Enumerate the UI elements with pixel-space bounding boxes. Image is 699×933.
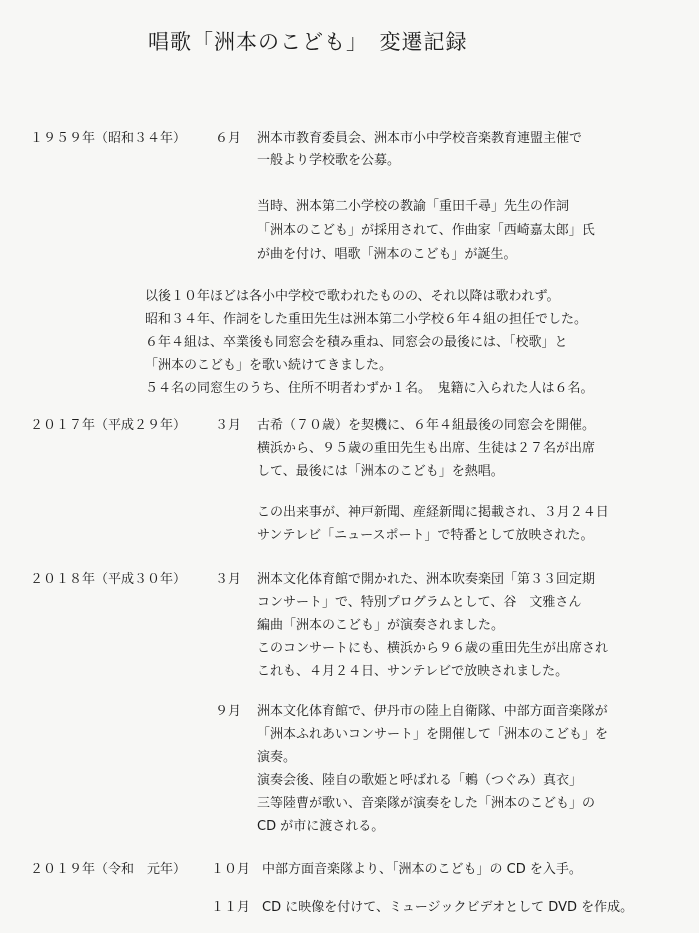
- entry-text-2017: 古希（７０歳）を契機に、６年４組最後の同窓会を開催。: [257, 418, 596, 433]
- entry-month-2018-sep: ９月: [214, 704, 241, 719]
- entry-month-2019-nov: １１月: [210, 900, 250, 915]
- entry-text-2017: して、最後には「洲本のこども」を熱唱。: [257, 464, 504, 479]
- entry-date-1959: １９５９年（昭和３４年）: [30, 131, 187, 146]
- entry-text-2018: 編曲「洲本のこども」が演奏されました。: [257, 618, 505, 633]
- summary-text: ５４名の同窓生のうち、住所不明者わずか１名。 鬼籍に入られた人は６名。: [145, 381, 594, 396]
- entry-text-2018-sep: 「洲本ふれあいコンサート」を開催して「洲本のこども」を: [257, 727, 609, 742]
- entry-date-2019: ２０１９年（令和 元年）: [30, 862, 187, 877]
- entry-text-2017: サンテレビ「ニュースポート」で特番として放映された。: [257, 528, 594, 543]
- entry-month-1959: ６月: [214, 131, 241, 146]
- entry-text-1959: 「洲本のこども」が採用されて、作曲家「西崎嘉太郎」氏: [257, 223, 595, 238]
- summary-text: 以後１０年ほどは各小中学校で歌われたものの、それ以降は歌われず。: [145, 289, 560, 304]
- summary-text: ６年４組は、卒業後も同窓会を積み重ね、同窓会の最後には、「校歌」と: [145, 335, 568, 350]
- entry-text-1959: 洲本市教育委員会、洲本市小中学校音楽教育連盟主催で: [257, 131, 583, 146]
- entry-date-2018: ２０１８年（平成３０年）: [30, 572, 187, 587]
- entry-text-2018-sep: CD が市に渡される。: [257, 819, 385, 834]
- entry-text-2018-sep: 演奏会後、陸自の歌姫と呼ばれる「鶫（つぐみ）真衣」: [257, 773, 583, 788]
- entry-text-1959: 当時、洲本第二小学校の教諭「重田千尋」先生の作詞: [257, 199, 570, 214]
- entry-text-1959: 一般より学校歌を公募。: [257, 153, 401, 168]
- entry-text-2018: 洲本文化体育館で開かれた、洲本吹奏楽団「第３３回定期: [257, 572, 596, 587]
- summary-text: 昭和３４年、作詞をした重田先生は洲本第二小学校６年４組の担任でした。: [145, 312, 588, 327]
- entry-text-2018: このコンサートにも、横浜から９６歳の重田先生が出席され: [257, 641, 609, 656]
- entry-month-2018: ３月: [214, 572, 241, 587]
- entry-month-2017: ３月: [214, 418, 241, 433]
- entry-text-2018-sep: 洲本文化体育館で、伊丹市の陸上自衛隊、中部方面音楽隊が: [257, 704, 608, 719]
- summary-text: 「洲本のこども」を歌い続けてきました。: [145, 358, 393, 373]
- entry-text-2019-nov: CD に映像を付けて、ミュージックビデオとして DVD を作成。: [262, 900, 634, 915]
- entry-text-2017: この出来事が、神戸新聞、産経新聞に掲載され、３月２４日: [257, 505, 609, 520]
- entry-text-2019: 中部方面音楽隊より、「洲本のこども」の CD を入手。: [262, 862, 582, 877]
- entry-text-2018: コンサート」で、特別プログラムとして、谷 文雅さん: [257, 595, 582, 610]
- entry-text-2018-sep: 三等陸曹が歌い、音楽隊が演奏をした「洲本のこども」の: [257, 796, 596, 811]
- entry-month-2019: １０月: [210, 862, 250, 877]
- entry-text-1959: が曲を付け、唱歌「洲本のこども」が誕生。: [257, 247, 517, 262]
- entry-text-2017: 横浜から、９５歳の重田先生も出席、生徒は２７名が出席: [257, 441, 596, 456]
- entry-text-2018-sep: 演奏。: [257, 750, 297, 765]
- entry-date-2017: ２０１７年（平成２９年）: [30, 418, 187, 433]
- page-title: 唱歌「洲本のこども」 変遷記録: [148, 30, 468, 54]
- entry-text-2018: これも、４月２４日、サンテレビで放映されました。: [257, 664, 569, 679]
